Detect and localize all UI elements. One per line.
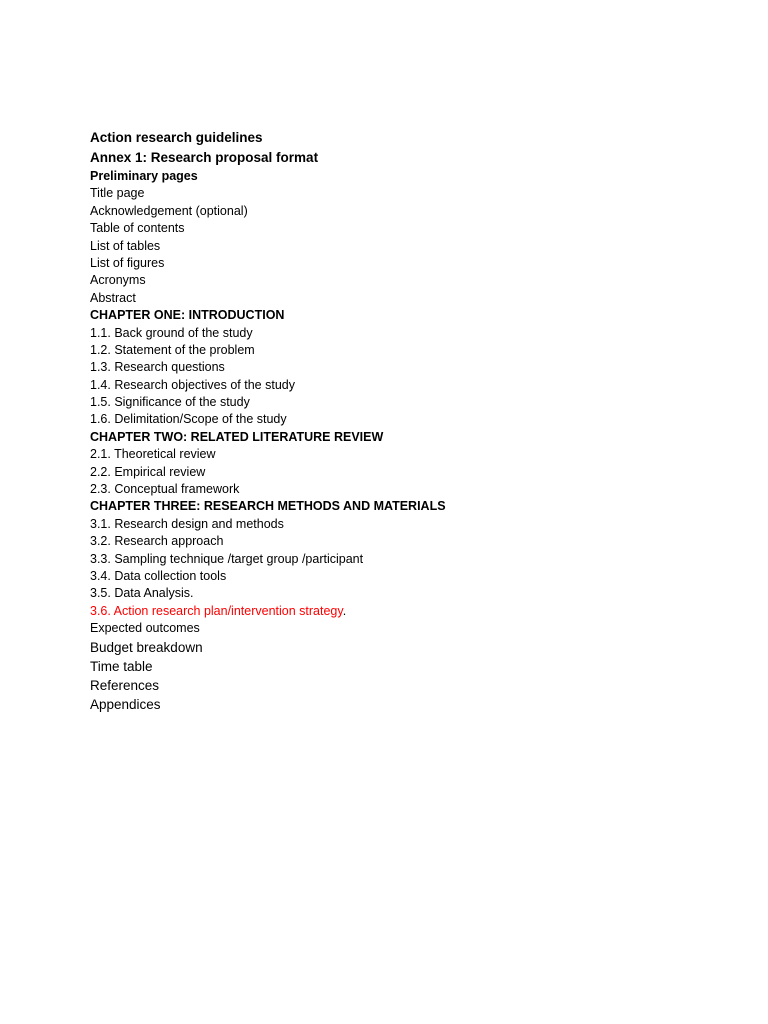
preliminary-item: Table of contents bbox=[90, 221, 185, 236]
chapter-one-item: 1.2. Statement of the problem bbox=[90, 342, 255, 357]
preliminary-item: Acronyms bbox=[90, 273, 146, 288]
annex-heading: Annex 1: Research proposal format bbox=[90, 150, 319, 165]
chapter-one-item: 1.4. Research objectives of the study bbox=[90, 377, 295, 392]
chapter-two-item: 2.2. Empirical review bbox=[90, 464, 206, 479]
references-item: References bbox=[90, 677, 160, 693]
preliminary-pages-heading: Preliminary pages bbox=[90, 169, 198, 183]
chapter-three-highlighted-line bbox=[90, 603, 710, 620]
chapter-two-heading: CHAPTER TWO: RELATED LITERATURE REVIEW bbox=[90, 429, 384, 444]
chapter-two-item: 2.3. Conceptual framework bbox=[90, 482, 240, 497]
preliminary-item: List of tables bbox=[90, 238, 161, 253]
preliminary-item: List of figures bbox=[90, 255, 165, 270]
appendices-item: Appendices bbox=[90, 696, 161, 712]
preliminary-item: Abstract bbox=[90, 290, 136, 305]
chapter-two-item: 2.1. Theoretical review bbox=[90, 447, 216, 462]
item-period: . bbox=[342, 603, 347, 618]
chapter-three-item: 3.3. Sampling technique /target group /participant bbox=[90, 551, 364, 566]
chapter-one-item: 1.6. Delimitation/Scope of the study bbox=[90, 412, 287, 427]
chapter-one-item: 1.5. Significance of the study bbox=[90, 395, 250, 410]
chapter-one-heading: CHAPTER ONE: INTRODUCTION bbox=[90, 308, 285, 323]
chapter-three-item: 3.2. Research approach bbox=[90, 534, 224, 549]
chapter-three-item: 3.1. Research design and methods bbox=[90, 516, 284, 531]
chapter-one-item: 1.1. Back ground of the study bbox=[90, 325, 253, 340]
chapter-three-item: 3.4. Data collection tools bbox=[90, 568, 227, 583]
document-title: Action research guidelines bbox=[90, 130, 263, 145]
expected-outcomes-item: Expected outcomes bbox=[90, 621, 200, 636]
preliminary-item: Title page bbox=[90, 186, 145, 201]
chapter-three-heading: CHAPTER THREE: RESEARCH METHODS AND MATERIALS bbox=[90, 499, 446, 514]
action-research-plan-item: 3.6. Action research plan/intervention strategy bbox=[90, 603, 343, 618]
time-table-item: Time table bbox=[90, 658, 153, 674]
chapter-three-item: 3.5. Data Analysis. bbox=[90, 586, 194, 601]
budget-breakdown-item: Budget breakdown bbox=[90, 639, 203, 655]
preliminary-item: Acknowledgement (optional) bbox=[90, 203, 248, 218]
document-page bbox=[90, 128, 710, 714]
chapter-one-item: 1.3. Research questions bbox=[90, 360, 225, 375]
